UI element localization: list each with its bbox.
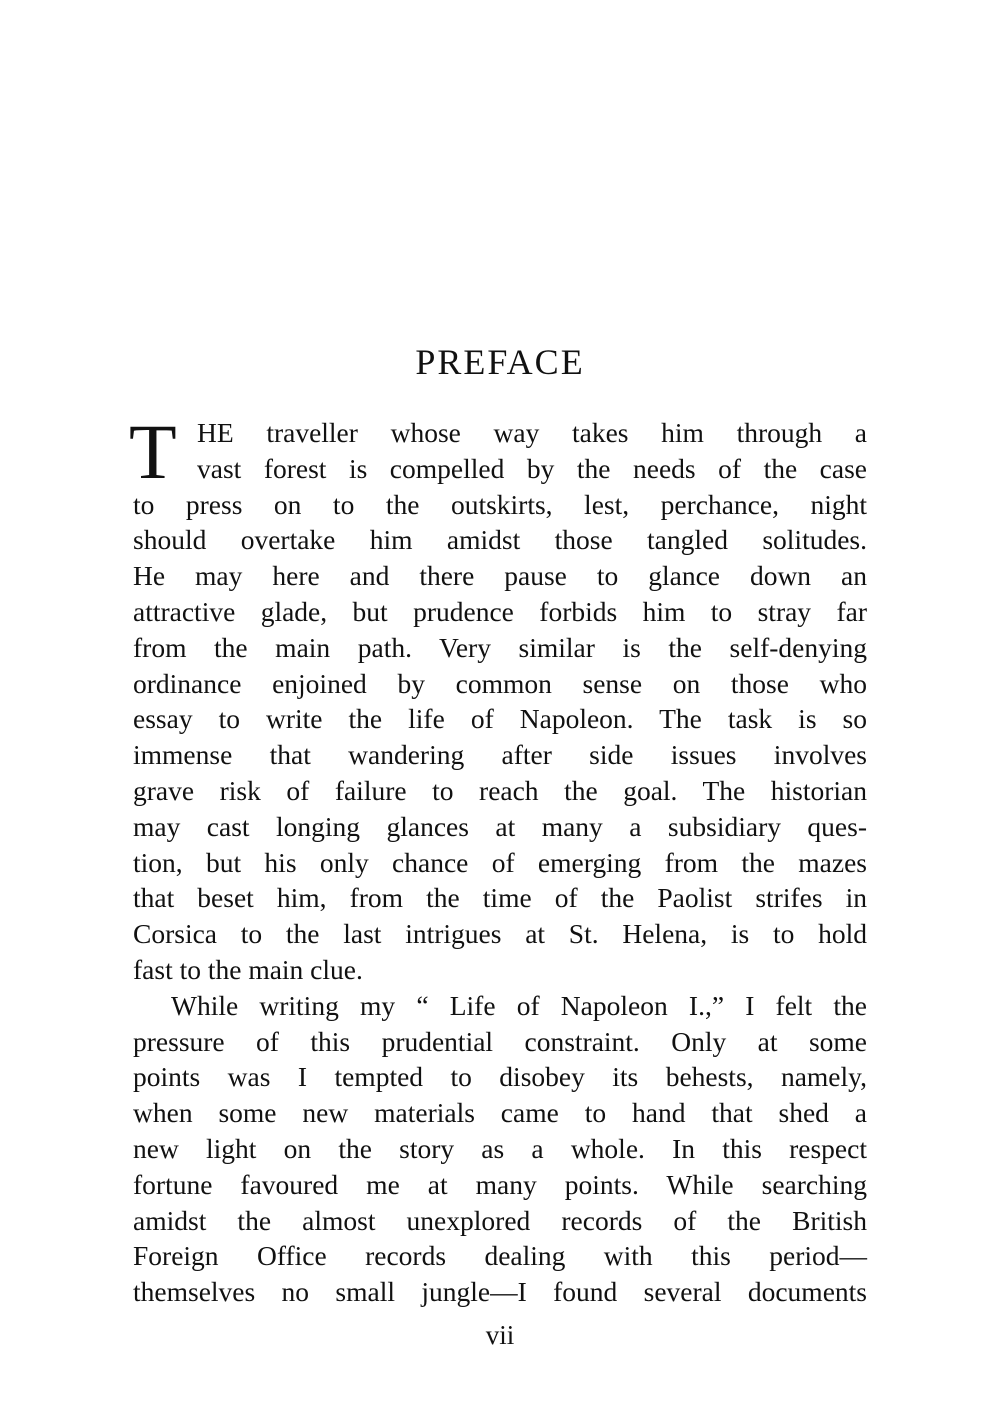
text-line: Corsica to the last intrigues at St. Helena, is to hold — [133, 918, 867, 950]
text-line: grave risk of failure to reach the goal. The historian — [133, 774, 867, 806]
text-line: when some new materials came to hand that shed a — [133, 1097, 867, 1129]
text-line: that beset him, from the time of the Paolist strifes in — [133, 882, 867, 914]
text-line: attractive glade, but prudence forbids him to stray far — [133, 595, 867, 627]
text-line: pressure of this prudential constraint. Only at some — [133, 1025, 867, 1057]
text-line: fortune favoured me at many points. While searching — [133, 1168, 867, 1200]
drop-cap: T — [129, 408, 177, 495]
text-line-content: HE traveller whose way takes him through a — [197, 417, 867, 448]
text-line: While writing my “ Life of Napoleon I.,” I felt the — [171, 989, 867, 1021]
text-line: points was I tempted to disobey its behests, namely, — [133, 1061, 867, 1093]
text-line: to press on to the outskirts, lest, perchance, night — [133, 488, 867, 520]
text-line: may cast longing glances at many a subsidiary ques- — [133, 810, 867, 842]
text-line: vast forest is compelled by the needs of the case — [197, 452, 867, 484]
text-line: ordinance enjoined by common sense on those who — [133, 667, 867, 699]
text-line: immense that wandering after side issues involves — [133, 739, 867, 771]
page-title: PREFACE — [415, 342, 585, 382]
text-line: amidst the almost unexplored records of the British — [133, 1204, 867, 1236]
text-line: new light on the story as a whole. In this respect — [133, 1132, 867, 1164]
text-line: from the main path. Very similar is the self-denying — [133, 631, 867, 663]
text-line: essay to write the life of Napoleon. The task is so — [133, 703, 867, 735]
preface-body — [129, 408, 867, 1310]
text-line: Foreign Office records dealing with this period— — [133, 1240, 867, 1272]
text-line: He may here and there pause to glance down an — [133, 560, 867, 592]
page-number: vii — [485, 1320, 515, 1350]
text-line: fast to the main clue. — [133, 953, 363, 985]
text-line: tion, but his only chance of emerging from the mazes — [133, 846, 867, 878]
text-line: should overtake him amidst those tangled solitudes. — [133, 524, 867, 556]
text-line: themselves no small jungle—I found several documents — [133, 1276, 867, 1308]
